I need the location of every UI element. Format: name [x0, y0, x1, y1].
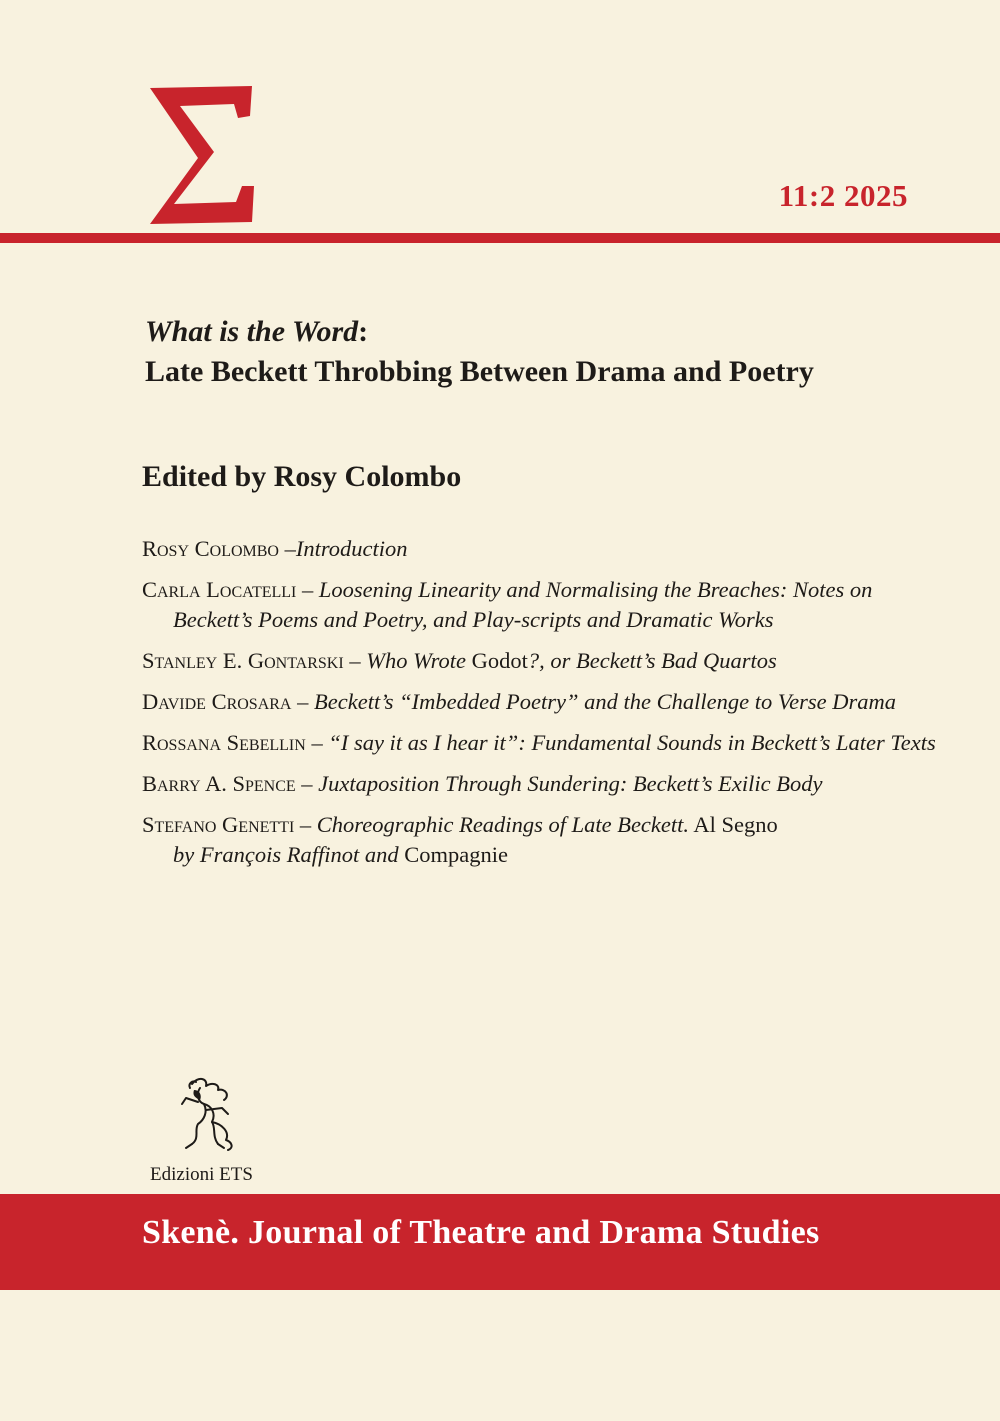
entry-author: Barry A. Spence: [142, 771, 296, 796]
title-colon: :: [358, 315, 369, 348]
contents-entry: [142, 646, 942, 676]
entry-title-roman: Al Segno: [689, 812, 778, 837]
entry-separator: –: [278, 536, 296, 561]
entry-title-roman: Compagnie: [398, 842, 508, 867]
entry-title: “I say it as I hear it”: Fundamental Sounds in Beckett’s Later Texts: [328, 730, 936, 755]
contents-entry: [142, 575, 942, 635]
top-rule: [0, 233, 1000, 243]
entry-author: Rosy Colombo: [142, 536, 279, 561]
entry-title-part: Choreographic Readings of Late Beckett.: [316, 812, 690, 837]
contents-entry: [142, 687, 942, 717]
sigma-logo-icon: [140, 80, 260, 230]
entry-separator: –: [305, 730, 329, 755]
contents-entry: [142, 534, 942, 564]
table-of-contents: [142, 534, 942, 881]
issue-number: 11:2 2025: [778, 178, 908, 213]
entry-title: Introduction: [295, 536, 408, 561]
entry-separator: –: [343, 648, 367, 673]
entry-separator: –: [294, 812, 317, 837]
entry-separator: –: [295, 771, 319, 796]
entry-separator: –: [291, 689, 314, 714]
entry-title: Loosening Linearity and Normalising the Breaches: Notes on Beckett’s Poems and Poetry, and Play-scripts and Dramatic Works: [173, 577, 873, 632]
issue-title: [145, 312, 965, 392]
entry-title-part: Who Wrote: [366, 648, 472, 673]
entry-title-roman: Godot: [471, 648, 528, 673]
contents-entry: [142, 728, 942, 758]
contents-entry: [142, 769, 942, 799]
entry-author: Carla Locatelli: [142, 577, 297, 602]
entry-separator: –: [296, 577, 319, 602]
issue-subtitle: Late Beckett Throbbing Between Drama and Poetry: [145, 355, 814, 388]
entry-author: Stefano Genetti: [142, 812, 295, 837]
entry-author: Rossana Sebellin: [142, 730, 306, 755]
editor-line: Edited by Rosy Colombo: [142, 460, 462, 493]
entry-author: Stanley E. Gontarski: [142, 648, 344, 673]
journal-name: Skenè. Journal of Theatre and Drama Studies: [142, 1214, 820, 1251]
entry-author: Davide Crosara: [142, 689, 292, 714]
entry-title-part: by François Raffinot and: [173, 842, 399, 867]
publisher-name: Edizioni ETS: [150, 1164, 253, 1185]
griffin-emblem-icon: [170, 1072, 240, 1152]
contents-entry: [142, 810, 942, 870]
entry-title-part: ?, or Beckett’s Bad Quartos: [527, 648, 777, 673]
title-italic: What is the Word: [145, 315, 359, 348]
entry-title: Juxtaposition Through Sundering: Beckett’s Exilic Body: [318, 771, 823, 796]
entry-title: Beckett’s “Imbedded Poetry” and the Challenge to Verse Drama: [314, 689, 896, 714]
